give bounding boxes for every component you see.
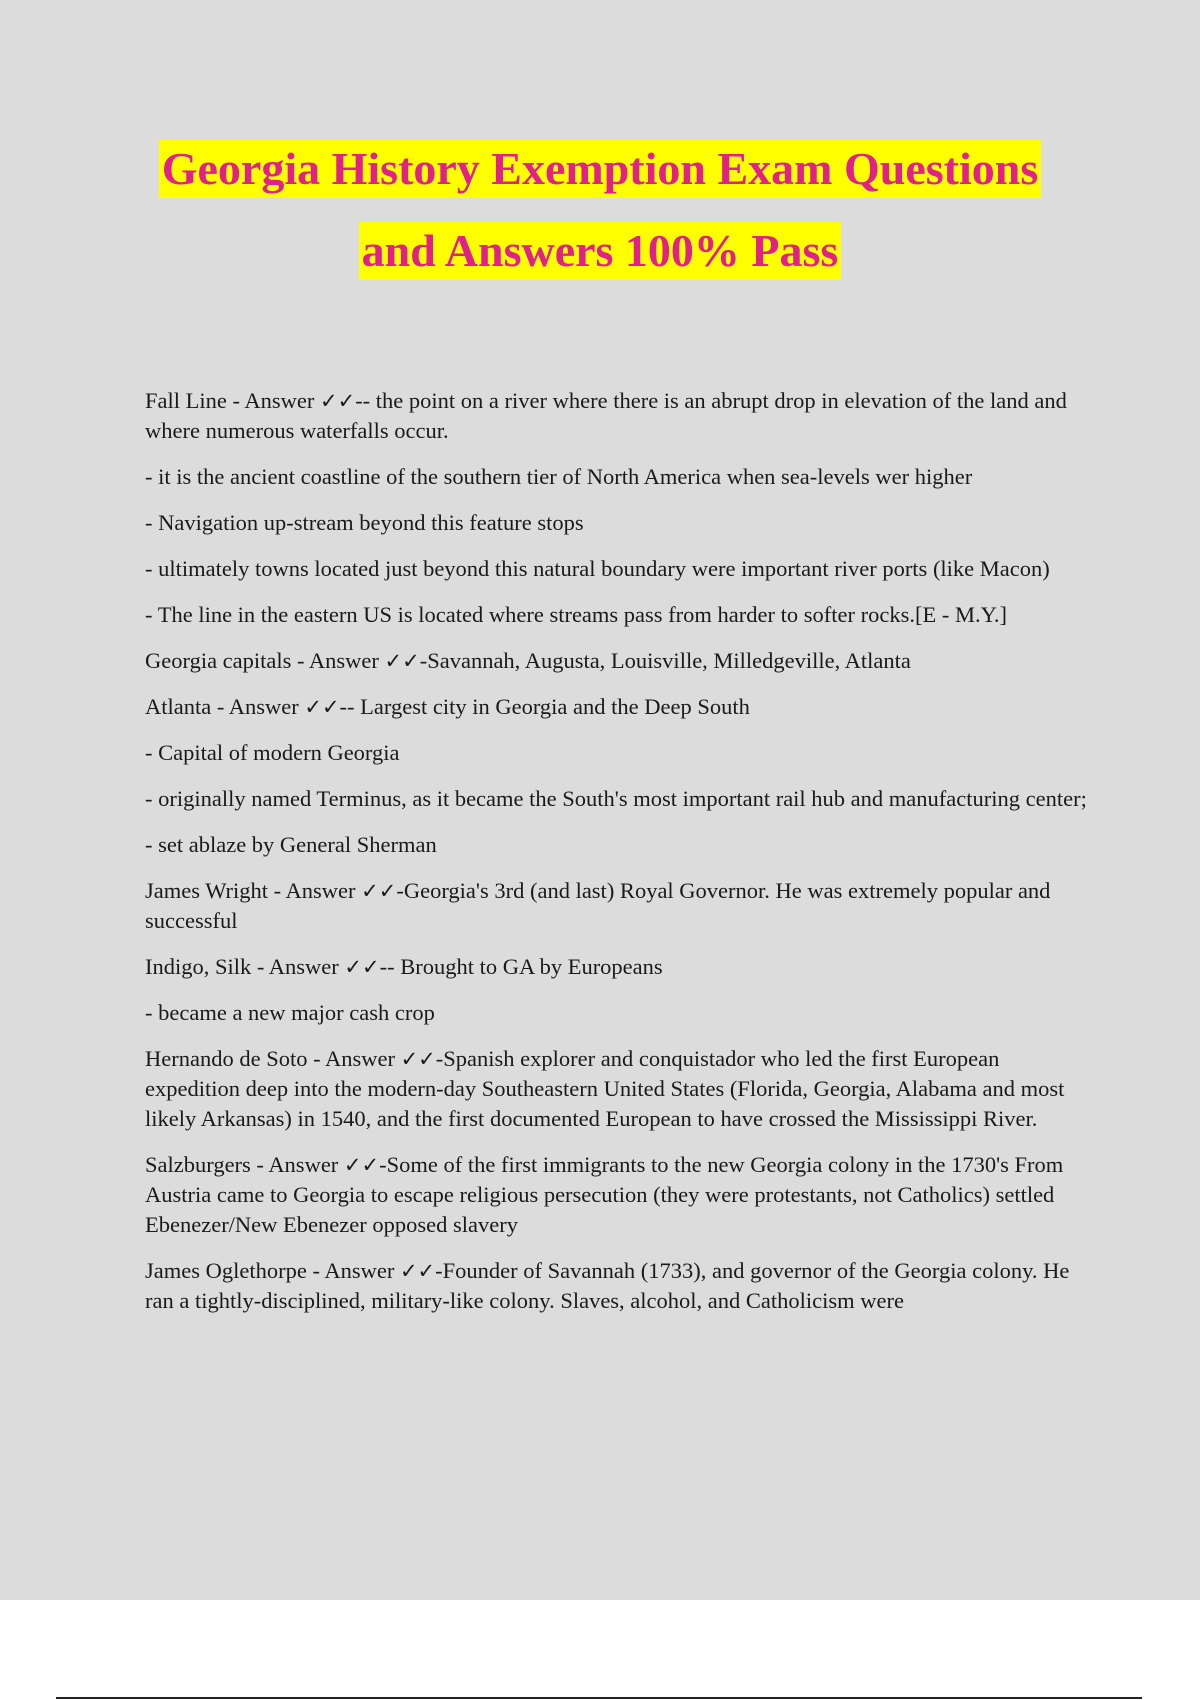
answer-label: Answer [324,1046,395,1071]
answer-label: Answer [228,694,299,719]
double-check-icon: ✓✓ [361,879,397,903]
entry-definition: -- Brought to GA by Europeans [379,954,663,979]
qa-entry [145,692,1095,722]
answer-label: Answer [268,1152,339,1177]
entry-term: Hernando de Soto - [145,1046,325,1071]
title-line-1: Georgia History Exemption Exam Questions [159,140,1042,198]
qa-entry [145,1256,1095,1316]
double-check-icon: ✓✓ [343,1153,380,1177]
entry-detail: - originally named Terminus, as it became the South's most important rail hub and manufacturing center; [145,786,1087,811]
qa-content [145,386,1095,1332]
entry-definition: -- Largest city in Georgia and the Deep South [339,694,750,719]
entry-detail: - Capital of modern Georgia [145,740,400,765]
entry-definition: -Founder of Savannah (1733), and governor of the Georgia colony. He ran a tightly-disciplined, military-like colony. Slaves, alcohol, and Catholicism were [145,1258,1070,1313]
entry-term: James Wright - [145,878,286,903]
entry-term: Atlanta - [145,694,229,719]
entry-definition: -Some of the first immigrants to the new Georgia colony in the 1730's From Austria came to Georgia to escape religious persecution (they were protestants, not Catholics) settled Ebenezer/New Ebenezer opposed slavery [145,1152,1064,1237]
qa-entry [145,1150,1095,1240]
double-check-icon: ✓✓ [344,955,380,979]
qa-entry [145,646,1095,676]
entry-detail: - it is the ancient coastline of the southern tier of North America when sea-levels wer higher [145,464,973,489]
entry-detail: - The line in the eastern US is located where streams pass from harder to softer rocks.[E - M.Y.] [145,602,1008,627]
double-check-icon: ✓✓ [384,649,420,673]
entry-definition: -Savannah, Augusta, Louisville, Milledgeville, Atlanta [419,648,911,673]
double-check-icon: ✓✓ [399,1259,436,1283]
qa-entry [145,386,1095,446]
entry-term: Georgia capitals - [145,648,309,673]
entry-term: Salzburgers - [145,1152,269,1177]
entry-term: Indigo, Silk - [145,954,269,979]
qa-entry [145,876,1095,936]
entry-detail: - became a new major cash crop [145,1000,435,1025]
entry-term: James Oglethorpe - [145,1258,325,1283]
entry-detail: - Navigation up-stream beyond this feature stops [145,510,584,535]
answer-label: Answer [324,1258,395,1283]
entry-detail: - set ablaze by General Sherman [145,832,437,857]
document-title [0,140,1200,304]
entry-definition: -- the point on a river where there is an abrupt drop in elevation of the land and where numerous waterfalls occur. [145,388,1067,443]
entry-term: Fall Line - [145,388,245,413]
answer-label: Answer [244,388,315,413]
qa-entry [145,952,1095,982]
answer-label: Answer [285,878,356,903]
page-footer-rule [56,1697,1142,1699]
entry-definition: -Spanish explorer and conquistador who led the first European expedition deep into the modern-day Southeastern United States (Florida, Georgia, Alabama and most likely Arkansas) in 1540, and the first documented European to have crossed the Mississippi River. [145,1046,1065,1131]
answer-label: Answer [308,648,379,673]
qa-entry [145,1044,1095,1134]
answer-label: Answer [268,954,339,979]
entry-detail: - ultimately towns located just beyond this natural boundary were important river ports (like Macon) [145,556,1050,581]
entry-definition: -Georgia's 3rd (and last) Royal Governor. He was extremely popular and successful [145,878,1051,933]
title-line-2: and Answers 100% Pass [359,222,842,280]
double-check-icon: ✓✓ [319,389,356,413]
double-check-icon: ✓✓ [304,695,340,719]
double-check-icon: ✓✓ [400,1047,436,1071]
